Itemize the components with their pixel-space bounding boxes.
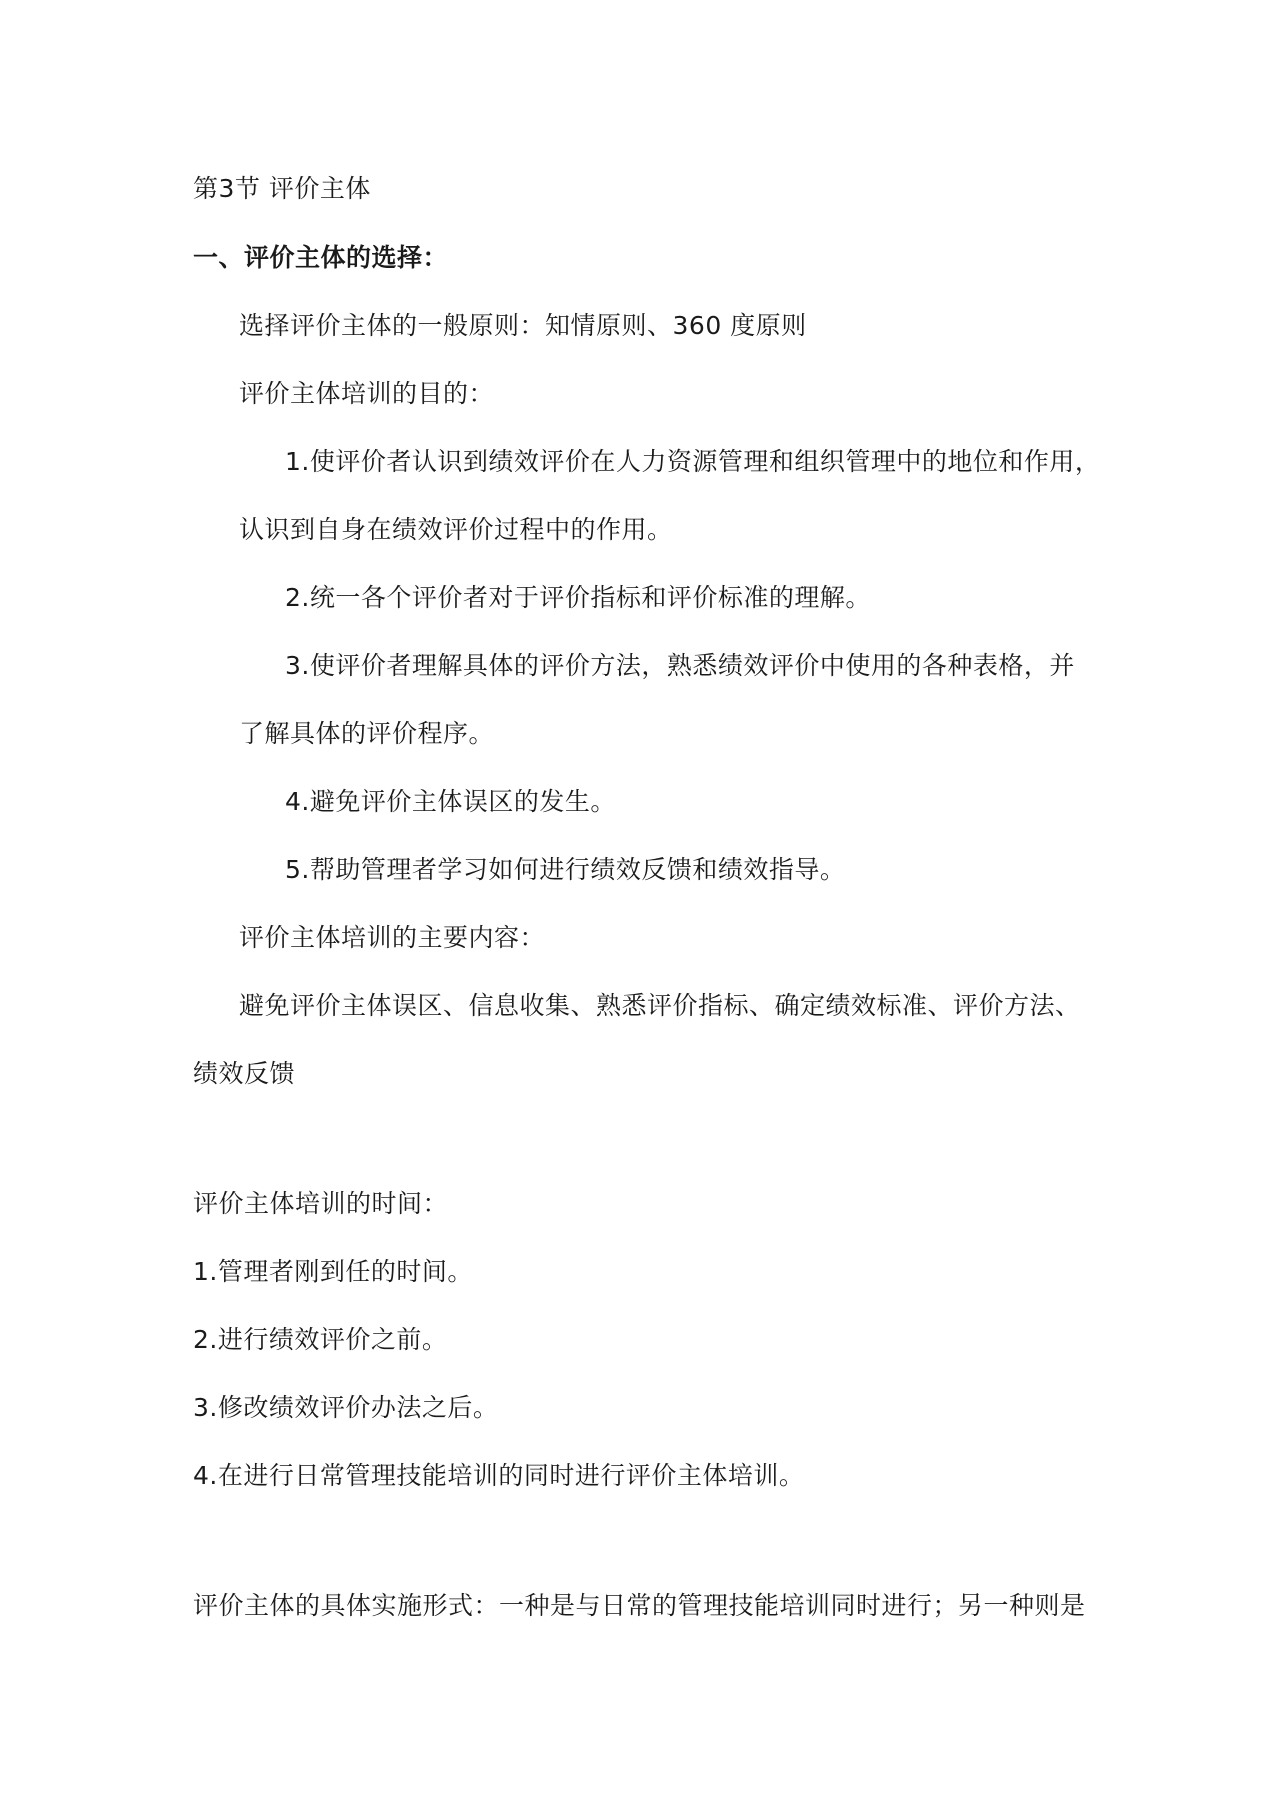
section-title: 第3节 评价主体 (193, 174, 371, 203)
implementation-form-text: 评价主体的具体实施形式：一种是与日常的管理技能培训同时进行；另一种则是 (193, 1591, 1086, 1620)
purpose-item: 4.避免评价主体误区的发生。 (285, 787, 616, 816)
training-purpose-label: 评价主体培训的目的： (239, 379, 495, 408)
purpose-item-continuation: 认识到自身在绩效评价过程中的作用。 (239, 515, 673, 544)
training-time-item: 1.管理者刚到任的时间。 (193, 1257, 473, 1286)
purpose-item: 1.使评价者认识到绩效评价在人力资源管理和组织管理中的地位和作用， (285, 447, 1101, 476)
heading-evaluator-selection: 一、评价主体的选择： (193, 243, 449, 272)
purpose-item-continuation: 了解具体的评价程序。 (239, 719, 495, 748)
training-content-text: 避免评价主体误区、信息收集、熟悉评价指标、确定绩效标准、评价方法、 (239, 991, 1081, 1020)
purpose-item: 2.统一各个评价者对于评价指标和评价标准的理解。 (285, 583, 871, 612)
training-time-label: 评价主体培训的时间： (193, 1189, 449, 1218)
training-time-item: 2.进行绩效评价之前。 (193, 1325, 448, 1354)
selection-principle: 选择评价主体的一般原则：知情原则、360 度原则 (239, 311, 807, 340)
purpose-item: 3.使评价者理解具体的评价方法，熟悉绩效评价中使用的各种表格，并 (285, 651, 1075, 680)
purpose-item: 5.帮助管理者学习如何进行绩效反馈和绩效指导。 (285, 855, 846, 884)
training-time-item: 4.在进行日常管理技能培训的同时进行评价主体培训。 (193, 1461, 805, 1490)
training-content-text-continuation: 绩效反馈 (193, 1059, 296, 1088)
training-content-label: 评价主体培训的主要内容： (239, 923, 546, 952)
training-time-item: 3.修改绩效评价办法之后。 (193, 1393, 499, 1422)
